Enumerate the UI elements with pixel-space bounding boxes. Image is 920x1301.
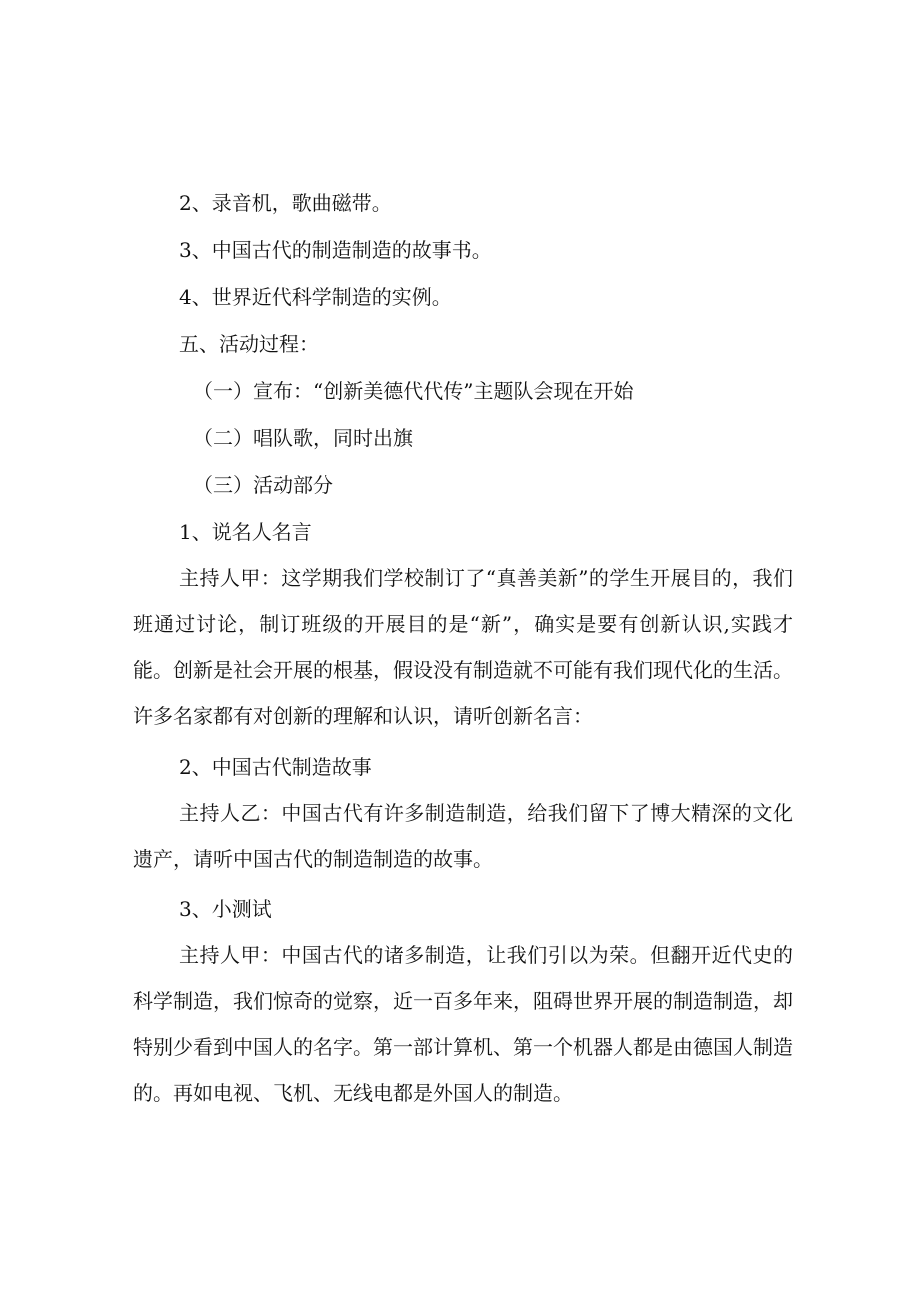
list-item-2: 2、录音机，歌曲磁带。 (179, 191, 392, 215)
step-3: （三）活动部分 (193, 473, 333, 497)
list-item-3: 3、中国古代的制造制造的故事书。 (179, 238, 492, 262)
paragraph-host-a-2: 主持人甲：中国古代的诸多制造，让我们引以为荣。但翻开近代史的科学制造，我们惊奇的觉察，近一百多年来，阻碍世界开展的制造制造，却特别少看到中国人的名字。第一部计算机、第一个机器人都是由德国人制造的。再如电视、飞机、无线电都是外国人的制造。 (133, 943, 793, 1105)
sub-heading-2: 2、中国古代制造故事 (179, 755, 372, 779)
sub-heading-1: 1、说名人名言 (179, 520, 312, 544)
step-1: （一）宣布：“创新美德代代传”主题队会现在开始 (193, 379, 634, 403)
sub-heading-3: 3、小测试 (179, 897, 272, 921)
list-item-4: 4、世界近代科学制造的实例。 (179, 285, 452, 309)
paragraph-host-a-1: 主持人甲：这学期我们学校制订了“真善美新”的学生开展目的，我们班通过讨论，制订班级的开展目的是“新”，确实是要有创新认识,实践才能。创新是社会开展的根基，假设没有制造就不可能有我们现代化的生活。许多名家都有对创新的理解和认识，请听创新名言： (133, 566, 793, 728)
paragraph-host-b: 主持人乙：中国古代有许多制造制造，给我们留下了博大精深的文化遗产，请听中国古代的制造制造的故事。 (133, 801, 793, 871)
step-2: （二）唱队歌，同时出旗 (193, 426, 413, 450)
section-heading-5: 五、活动过程： (179, 332, 319, 356)
